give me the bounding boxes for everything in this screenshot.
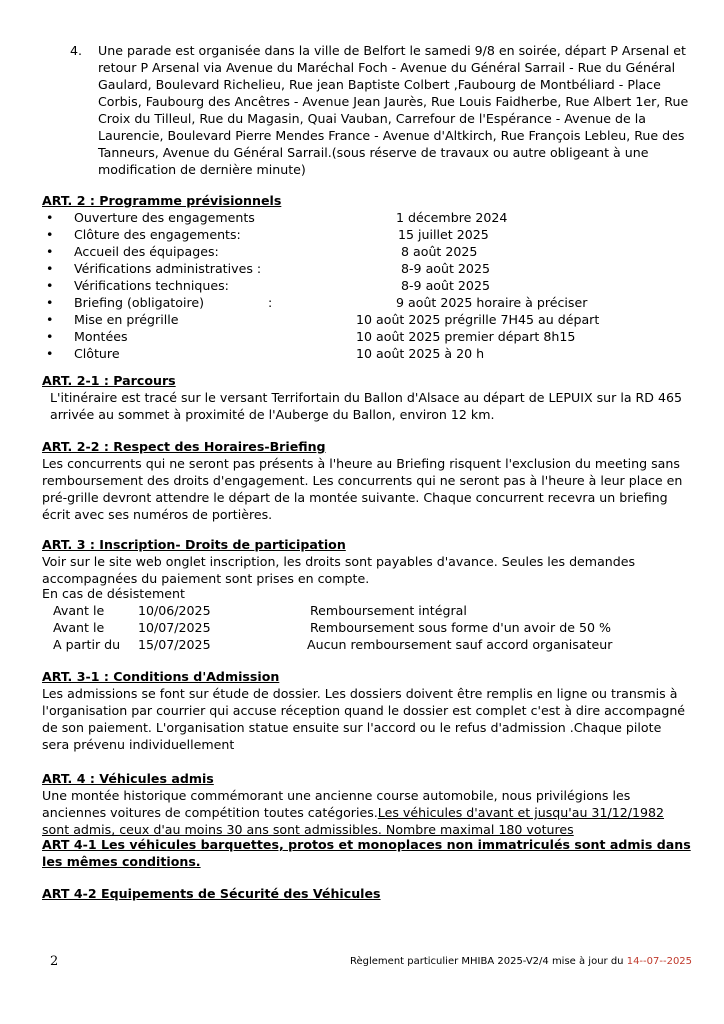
programme-date: 1 décembre 2024 [396,210,508,225]
programme-date: 10 août 2025 premier départ 8h15 [356,329,576,344]
bullet-icon: • [46,210,54,225]
programme-row [46,294,666,311]
refund-terms: Remboursement sous forme d'un avoir de 50 % [310,620,611,635]
bullet-icon: • [46,295,54,310]
art2-heading: ART. 2 : Programme prévisionnels [42,193,282,208]
programme-colon: : [268,295,273,310]
withdrawal-label: En cas de désistement [42,586,185,601]
art2-1-heading: ART. 2-1 : Parcours [42,373,176,388]
programme-date: 9 août 2025 horaire à préciser [396,295,588,310]
bullet-icon: • [46,329,54,344]
parade-description: Une parade est organisée dans la ville de Belfort le samedi 9/8 en soirée, départ P Arsenal et retour P Arsenal via Avenue du Maréchal Foch - Avenue du Général Sarrail - Rue du Général Gaulard, Boulevard Richelieu, Rue jean Baptiste Colbert ,Faubourg de Montbéliard - Place Corbis, Faubourg des Ancêtres - Avenue Jean Jaurès, Rue Louis Faidherbe, Rue Albert 1er, Rue Croix du Tilleul, Rue du Magasin, Quai Vauban, Carrefour de l'Espérance - Avenue de la Laurencie, Boulevard Pierre Mendes France - Avenue d'Altkirch, Rue François Lebleu, Rue des Tanneurs, Avenue du Général Sarrail.(sous réserve de travaux ou autre obligeant à une modification de dernière minute) [98,43,689,177]
art2-2-text: Les concurrents qui ne seront pas présents à l'heure au Briefing risquent l'exclusion du meeting sans remboursement des droits d'engagement. Les concurrents qui ne seront pas à l'heure à leur place en pré-grille devront attendre le départ de la montée suivante. Chaque concurrent recevra un briefing écrit avec ses numéros de portières. [42,456,683,522]
programme-label: Ouverture des engagements [74,210,255,225]
footer-text [350,953,692,970]
art3-1-heading: ART. 3-1 : Conditions d'Admission [42,669,280,684]
bullet-icon: • [46,261,54,276]
parade-list-item [70,42,692,178]
programme-row [46,345,666,362]
programme-row [46,260,666,277]
programme-date: 8 août 2025 [401,244,478,259]
programme-date: 8-9 août 2025 [401,261,490,276]
art3-text: Voir sur le site web onglet inscription, les droits sont payables d'avance. Seules les demandes accompagnées du paiement sont prises en compte. [42,554,636,586]
art3-1-text: Les admissions se font sur étude de dossier. Les dossiers doivent être remplis en ligne ou transmis à l'organisation par courrier qui accuse réception quand le dossier est complet c'est à dire accompagné de son paiement. L'organisation statue ensuite sur l'accord ou le refus d'admission .Chaque pilote sera prévenu individuellement [42,686,686,752]
page-number: 2 [50,954,59,969]
refund-terms: Aucun remboursement sauf accord organisateur [307,637,613,652]
programme-label: Clôture des engagements: [74,227,241,242]
bullet-icon: • [46,312,54,327]
programme-label: Vérifications administratives : [74,261,262,276]
programme-label: Clôture [74,346,120,361]
programme-date: 15 juillet 2025 [398,227,489,242]
art4-text [42,787,692,838]
refund-date: 10/07/2025 [138,620,211,635]
bullet-icon: • [46,278,54,293]
programme-label: Briefing (obligatoire) [74,295,205,310]
refund-date: 10/06/2025 [138,603,211,618]
programme-label: Accueil des équipages: [74,244,219,259]
programme-row [46,328,666,345]
bullet-icon: • [46,346,54,361]
footer-date: 14--07--2025 [626,956,693,967]
refund-when: Avant le [53,603,105,618]
refund-when: A partir du [53,637,121,652]
bullet-icon: • [46,227,54,242]
programme-row [46,209,666,226]
programme-label: Mise en prégrille [74,312,179,327]
programme-row [46,226,666,243]
art4-text-underlined: Les véhicules d'avant et jusqu'au 31/12/1982 sont admis, ceux d'au moins 30 ans sont admissibles. Nombre maximal 180 votures [42,805,665,837]
art4-text-plain: Une montée historique commémorant une ancienne course automobile, nous privilégions les anciennes voitures de compétition toutes catégories. [42,788,631,820]
list-number: 4. [70,43,83,58]
programme-row [46,311,666,328]
art4-1-text: ART 4-1 Les véhicules barquettes, protos et monoplaces non immatriculés sont admis dans les mêmes conditions. [42,837,691,869]
art2-2-heading: ART. 2-2 : Respect des Horaires-Briefing [42,439,326,454]
art2-1-text: L'itinéraire est tracé sur le versant Terrifortain du Ballon d'Alsace au départ de LEPUIX sur la RD 465 arrivée au sommet à proximité de l'Auberge du Ballon, environ 12 km. [50,390,683,422]
programme-row [46,243,666,260]
programme-label: Montées [74,329,128,344]
art4-2-heading: ART 4-2 Equipements de Sécurité des Véhicules [42,886,381,901]
programme-label: Vérifications techniques: [74,278,229,293]
programme-row [46,277,666,294]
art4-heading: ART. 4 : Véhicules admis [42,771,214,786]
programme-date: 8-9 août 2025 [401,278,490,293]
refund-date: 15/07/2025 [138,637,211,652]
refund-terms: Remboursement intégral [310,603,467,618]
programme-date: 10 août 2025 à 20 h [356,346,485,361]
art3-heading: ART. 3 : Inscription- Droits de participation [42,537,346,552]
refund-when: Avant le [53,620,105,635]
bullet-icon: • [46,244,54,259]
programme-date: 10 août 2025 prégrille 7H45 au départ [356,312,600,327]
footer-label: Règlement particulier MHIBA 2025-V2/4 mise à jour du [350,956,627,967]
